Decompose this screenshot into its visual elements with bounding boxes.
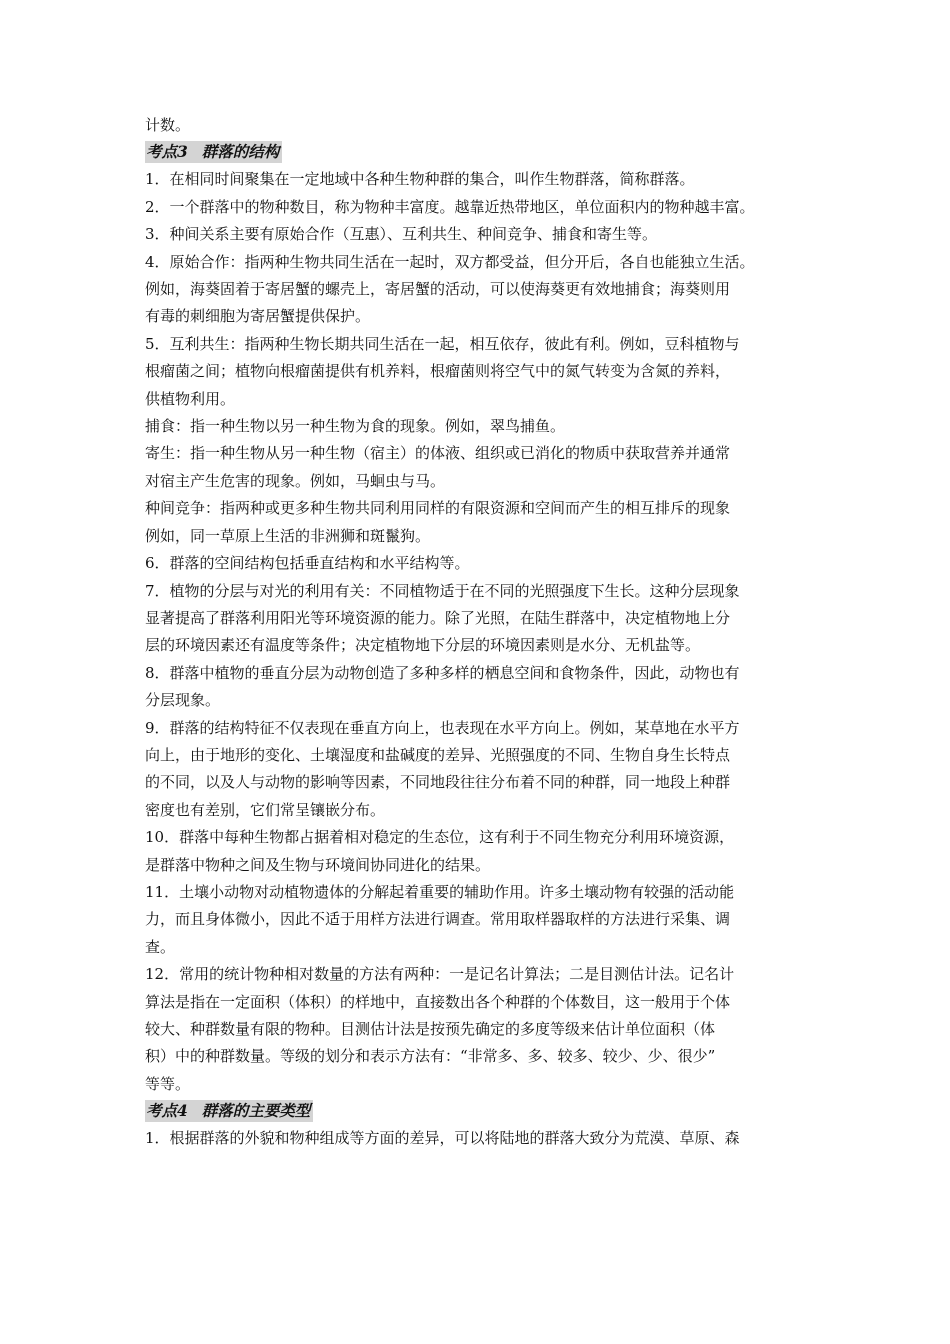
text-line: 显著提高了群落利用阳光等环境资源的能力。除了光照，在陆生群落中，决定植物地上分	[145, 608, 731, 627]
text-line: 例如，海葵固着于寄居蟹的螺壳上，寄居蟹的活动，可以使海葵更有效地捕食；海葵则用	[145, 280, 731, 299]
text-line: 根瘤菌之间；植物向根瘤菌提供有机养料，根瘤菌则将空气中的氮气转变为含氮的养料，	[145, 362, 731, 381]
section-body	[145, 166, 825, 1098]
text-line: 6．群落的空间结构包括垂直结构和水平结构等。	[145, 554, 470, 573]
section-heading	[145, 1100, 313, 1122]
text-line: 等等。	[145, 1074, 191, 1093]
text-line: 供植物利用。	[145, 389, 236, 408]
text-line: 计数。	[145, 116, 191, 134]
text-line: 7．植物的分层与对光的利用有关：不同植物适于在不同的光照强度下生长。这种分层现象	[145, 581, 740, 600]
text-line: 算法是指在一定面积（体积）的样地中，直接数出各个种群的个体数目，这一般用于个体	[145, 992, 731, 1011]
text-line: 的不同，以及人与动物的影响等因素，不同地段往往分布着不同的种群，同一地段上种群	[145, 773, 731, 792]
text-line: 9．群落的结构特征不仅表现在垂直方向上，也表现在水平方向上。例如，某草地在水平方	[145, 718, 740, 737]
text-line: 例如，同一草原上生活的非洲狮和斑鬣狗。	[145, 526, 431, 545]
text-line: 2．一个群落中的物种数目，称为物种丰富度。越靠近热带地区，单位面积内的物种越丰富。	[145, 197, 755, 216]
text-line: 对宿主产生危害的现象。例如，马蛔虫与马。	[145, 471, 446, 490]
text-line: 层的环境因素还有温度等条件；决定植物地下分层的环境因素则是水分、无机盐等。	[145, 636, 701, 655]
text-line: 力，而且身体微小，因此不适于用样方法进行调查。常用取样器取样的方法进行采集、调	[145, 910, 731, 929]
section-heading	[145, 141, 282, 163]
text-line: 4．原始合作：指两种生物共同生活在一起时，双方都受益，但分开后，各自也能独立生活。	[145, 252, 755, 271]
section-title: 群落的主要类型	[201, 1101, 311, 1121]
text-line: 分层现象。	[145, 691, 221, 710]
text-line: 1．在相同时间聚集在一定地域中各种生物种群的集合，叫作生物群落，简称群落。	[145, 170, 695, 189]
text-line: 12．常用的统计物种相对数量的方法有两种：一是记名计算法；二是目测估计法。记名计	[145, 965, 735, 984]
text-line: 11．土壤小动物对动植物遗体的分解起着重要的辅助作用。许多土壤动物有较强的活动能	[145, 882, 735, 901]
section-title: 群落的结构	[201, 142, 280, 162]
text-line: 有毒的刺细胞为寄居蟹提供保护。	[145, 307, 371, 326]
text-line: 查。	[145, 937, 176, 956]
text-line: 3．种间关系主要有原始合作（互惠）、互利共生、种间竞争、捕食和寄生等。	[145, 225, 658, 244]
section-label: 考点4	[146, 1101, 188, 1121]
text-line: 积）中的种群数量。等级的划分和表示方法有：“非常多、多、较多、较少、少、很少”	[145, 1047, 716, 1066]
text-line: 种间竞争：指两种或更多种生物共同利用同样的有限资源和空间而产生的相互排斥的现象	[145, 499, 731, 518]
text-line: 寄生：指一种生物从另一种生物（宿主）的体液、组织或已消化的物质中获取营养并通常	[145, 444, 731, 463]
text-line: 密度也有差别，它们常呈镶嵌分布。	[145, 800, 386, 819]
section-body	[145, 1125, 825, 1152]
text-line: 较大、种群数量有限的物种。目测估计法是按预先确定的多度等级来估计单位面积（体	[145, 1020, 716, 1038]
text-line: 向上，由于地形的变化、土壤湿度和盐碱度的差异、光照强度的不同、生物自身生长特点	[145, 745, 731, 764]
text-line: 5．互利共生：指两种生物长期共同生活在一起，相互依存，彼此有利。例如，豆科植物与	[145, 334, 740, 353]
document-page	[145, 112, 825, 1153]
text-line: 是群落中物种之间及生物与环境间协同进化的结果。	[145, 855, 491, 874]
text-line: 8．群落中植物的垂直分层为动物创造了多种多样的栖息空间和食物条件，因此，动物也有	[145, 663, 740, 682]
text-line: 1．根据群落的外貌和物种组成等方面的差异，可以将陆地的群落大致分为荒漠、草原、森	[145, 1129, 740, 1148]
text-line: 10．群落中每种生物都占据着相对稳定的生态位，这有利于不同生物充分利用环境资源，	[145, 828, 735, 847]
section-label: 考点3	[146, 142, 188, 162]
text-line: 捕食：指一种生物以另一种生物为食的现象。例如，翠鸟捕鱼。	[145, 417, 566, 436]
